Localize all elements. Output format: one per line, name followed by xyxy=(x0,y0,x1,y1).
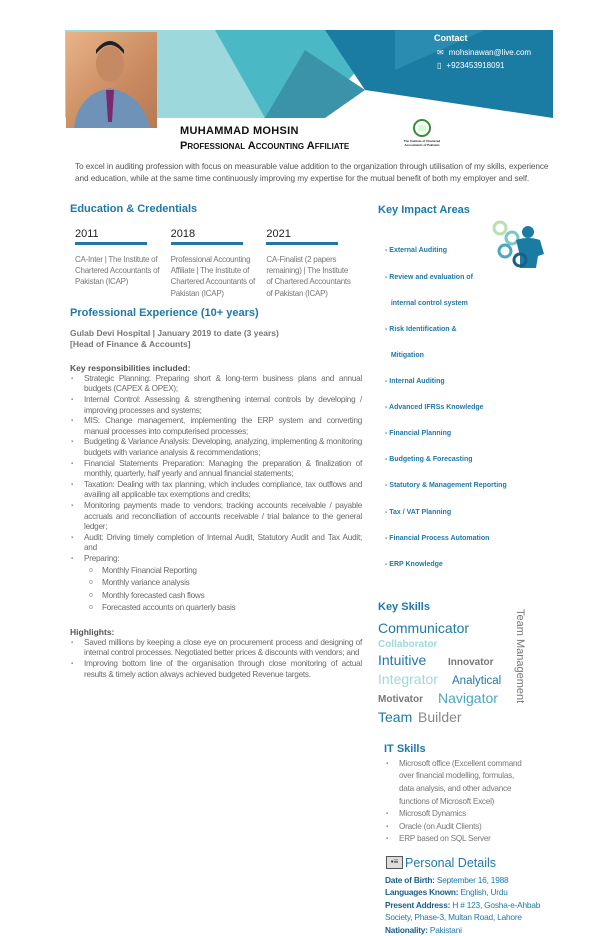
contact-heading: Contact xyxy=(434,33,468,43)
list-item: ▪ Oracle (on Audit Clients) xyxy=(385,821,525,834)
nationality-label: Nationality: xyxy=(385,924,428,935)
edu-desc: CA-Finalist (2 papers remaining) | The Institute of Chartered Accountants of Pakistan (ICAP) xyxy=(266,255,351,298)
nationality-row xyxy=(385,924,550,936)
dob-row xyxy=(385,874,550,887)
skill-word: Innovator xyxy=(448,656,494,668)
phone-number: +923453918091 xyxy=(446,61,505,70)
id-card-icon: ▪≡ xyxy=(386,856,403,869)
list-item: ▪ Budgeting & Variance Analysis: Developing, analyzing, implementing & monitoring budgets with variance analysis & recommendations; xyxy=(70,437,362,458)
list-item: - Statutory & Management Reporting xyxy=(385,482,507,490)
skill-word: Navigator xyxy=(438,689,498,706)
languages-label: Languages Known: xyxy=(385,887,459,898)
list-item: ▪ Audit: Driving timely completion of Internal Audit, Statutory Audit and Tax Audit; and xyxy=(70,533,362,554)
dob-value: September 16, 1988 xyxy=(436,874,509,885)
edu-year: 2018 xyxy=(171,228,243,245)
phone-row xyxy=(437,61,504,70)
list-item: ▪ Internal Control: Assessing & strengthening internal controls by developing / improving processes and systems; xyxy=(70,395,362,416)
experience-heading: Professional Experience (10+ years) xyxy=(70,306,259,319)
dob-label: Date of Birth: xyxy=(385,874,435,885)
responsibilities-heading: Key responsibilities included: xyxy=(70,362,191,373)
skill-word: Intuitive xyxy=(378,651,427,668)
list-item: - Financial Planning xyxy=(385,430,452,438)
profile-photo xyxy=(66,32,157,128)
list-item: - Internal Auditing xyxy=(385,377,445,385)
skill-word-vertical: Team Management xyxy=(514,608,527,703)
edu-year: 2021 xyxy=(266,228,338,245)
role-line: [Head of Finance & Accounts] xyxy=(70,338,191,349)
education-heading: Education & Credentials xyxy=(70,203,198,215)
impact-heading: Key Impact Areas xyxy=(378,204,470,216)
list-item: ▪ Financial Statements Preparation: Managing the preparation & finalization of monthly, quarterly, half yearly and annual financial statements; xyxy=(70,459,362,480)
personal-heading: Personal Details xyxy=(405,855,497,870)
skill-word: Analytical xyxy=(452,674,502,687)
candidate-name: MUHAMMAD MOHSIN xyxy=(180,125,299,137)
it-skills-heading: IT Skills xyxy=(384,742,426,755)
list-item: o Monthly variance analysis xyxy=(88,577,362,590)
preparing-list xyxy=(70,565,362,615)
list-item: - Financial Process Automation xyxy=(385,534,490,542)
list-item: - ERP Knowledge xyxy=(385,560,443,568)
impact-section xyxy=(378,204,550,587)
nationality-value: Pakistani xyxy=(429,924,462,935)
list-item: o Forecasted accounts on quarterly basis xyxy=(88,602,362,615)
candidate-title: Professional Accounting Affiliate xyxy=(180,140,350,152)
list-item: ▪ Saved millions by keeping a close eye on procurement process and designing of internal control processes. Negotiated better prices & discounts with vendors; and xyxy=(70,638,362,659)
right-column xyxy=(378,204,550,936)
personal-heading-row xyxy=(386,856,550,870)
skill-word: Collaborator xyxy=(378,638,438,650)
address-value: H # 123, Gosha-e-Ahbab Society, Phase-3, Multan Road, Lahore xyxy=(385,899,541,923)
email-row[interactable] xyxy=(437,48,531,57)
list-item: o Monthly Financial Reporting xyxy=(88,565,362,578)
languages-row xyxy=(385,886,550,899)
company-line: Gulab Devi Hospital | January 2019 to date (3 years) xyxy=(70,327,279,338)
skill-word: Builder xyxy=(418,708,462,725)
list-item: internal control system xyxy=(385,299,468,307)
list-item: - Review and evaluation of xyxy=(385,273,473,281)
icap-logo-text: The Institute of Chartered Accountants of Pakistan xyxy=(403,139,441,147)
list-item: - External Auditing xyxy=(385,247,447,255)
responsibilities-list xyxy=(70,374,362,565)
list-item: ▪ Microsoft office (Excellent command over financial modelling, formulas, data analysis, and other advance functions of Microsoft Excel) xyxy=(385,758,525,808)
list-item: o Monthly forecasted cash flows xyxy=(88,590,362,603)
edu-desc: CA-Inter | The Institute of Chartered Accountants of Pakistan (ICAP) xyxy=(75,255,160,287)
list-item: ▪ Taxation: Dealing with tax planning, which includes compliance, tax outflows and availing all applicable tax exemptions and credits; xyxy=(70,480,362,501)
envelope-icon: ✉ xyxy=(437,48,444,57)
list-item: Mitigation xyxy=(385,351,424,359)
objective: To excel in auditing profession with focus on measurable value addition to the organization through utilisation of my skills, experience and education, while at the same time continuously improving my expertise for the mutual benefit of both my employer and self. xyxy=(75,161,549,184)
list-item: ▪ Improving bottom line of the organisation through close monitoring of actual results & timely action always achieved budgeted Revenue targets. xyxy=(70,659,362,680)
education-item xyxy=(171,228,267,299)
edu-year: 2011 xyxy=(75,228,147,245)
highlights-list xyxy=(70,638,362,680)
education-item xyxy=(266,228,362,299)
highlights-heading: Highlights: xyxy=(70,626,115,637)
icap-logo xyxy=(400,116,444,147)
education-timeline xyxy=(75,228,362,299)
list-item: ▪ MIS: Change management, implementing the ERP system and converting manual processes into computerised processes; xyxy=(70,416,362,437)
list-item: - Budgeting & Forecasting xyxy=(385,456,473,464)
list-item: - Tax / VAT Planning xyxy=(385,508,452,516)
list-item: ▪ ERP based on SQL Server xyxy=(385,833,525,846)
list-item: ▪ Monitoring payments made to vendors; tracking accounts receivable / payable accruals and reconciliation of accounts receivable / trial balance to the general ledger; xyxy=(70,501,362,533)
skill-word: Communicator xyxy=(378,619,470,636)
skill-word: Motivator xyxy=(378,693,423,705)
address-label: Present Address: xyxy=(385,899,451,910)
list-item: - Advanced IFRSs Knowledge xyxy=(385,404,484,412)
phone-icon: ▯ xyxy=(437,61,442,70)
list-item: ▪ Preparing: xyxy=(70,554,362,565)
education-item xyxy=(75,228,171,299)
personal-details xyxy=(385,874,550,936)
list-item: ▪ Strategic Planning: Preparing short & long-term business plans and annual budgets (CAPEX & OPEX); xyxy=(70,374,362,395)
skill-word: Team xyxy=(378,708,413,725)
list-item: ▪ Microsoft Dynamics xyxy=(385,808,525,821)
address-row xyxy=(385,899,550,924)
languages-value: English, Urdu xyxy=(460,887,508,898)
impact-list xyxy=(385,230,550,587)
skill-word: Integrator xyxy=(378,670,438,687)
email-link[interactable]: mohsinawan@live.com xyxy=(448,48,532,57)
edu-desc: Professional Accounting Affiliate | The Institute of Chartered Accountants of Pakistan (ICAP) xyxy=(170,255,255,298)
it-skills-list xyxy=(385,758,525,846)
list-item: - Risk Identification & xyxy=(385,325,457,333)
skills-heading: Key Skills xyxy=(378,600,430,613)
skills-word-cloud xyxy=(378,608,550,733)
left-column xyxy=(70,203,362,680)
